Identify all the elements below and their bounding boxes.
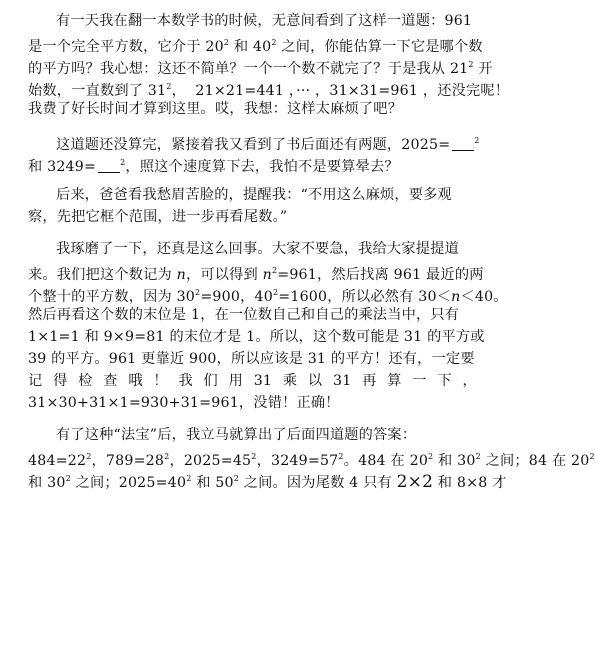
- text-line: 和 $30^2$ 之间；$2025=40^2$ 和 $50^2$ 之间。因为尾数 4 只有 2×2 和 8×8 才: [28, 472, 507, 492]
- paragraph-5: [28, 424, 595, 492]
- paragraph-3: [28, 184, 477, 228]
- text-line: 39 的平方。961 更靠近 900，所以应该是 31 的平方！还有，一定要: [28, 351, 475, 367]
- text-line: 始数，一直数到了 $31^2$， 21×21=441 ，··· ，31×31=961 ，还没完呢！: [28, 82, 510, 99]
- text-line: 我琢磨了一下，还真是这么回事。大家不要急，我给大家提提道: [56, 241, 459, 257]
- text-line: 有了这种“法宝”后，我立马就算出了后面四道题的答案：: [56, 427, 417, 443]
- text-line: 记 得 检 查 哦 ！ 我 们 用 31 乘 以 31 再 算 一 下 ，: [28, 373, 477, 389]
- text-line: 是一个完全平方数，它介于 $20^2$ 和 $40^2$ 之间，你能估算一下它是哪个数: [28, 38, 483, 55]
- text-line: 然后再看这个数的末位是 1，在一位数自己和自己的乘法当中，只有: [28, 307, 460, 323]
- paragraph-1: [28, 10, 510, 120]
- paragraph-4: [28, 238, 508, 414]
- text-line: 来。我们把这个数记为 n，可以得到 $n^2=961$，然后找离 961 最近的两: [28, 266, 484, 283]
- text-line: 察，先把它框个范围，进一步再看尾数。”: [28, 209, 288, 225]
- text-line: 1×1=1 和 9×9=81 的末位才是 1。所以，这个数可能是 31 的平方或: [28, 329, 485, 345]
- text-line: 我费了好长时间才算到这里。哎，我想：这样太麻烦了吧？: [28, 101, 403, 117]
- text-line: $484=22^2$，$789=28^2$，$2025=45^2$，$3249=57^2$。484 在 $20^2$ 和 $30^2$ 之间；84 在 $20^2$: [28, 452, 595, 469]
- text-line: 这道题还没算完，紧接着我又看到了书后面还有两题，2025= $^2$: [56, 136, 480, 153]
- text-line: 后来，爸爸看我愁眉苦脸的，提醒我：“不用这么麻烦，要多观: [56, 187, 452, 203]
- text-line: 个整十的平方数，因为 $30^2=900$，$40^2=1600$，所以必然有 30＜n＜40。: [28, 288, 508, 305]
- text-line: 31×30+31×1=930+31=961，没错！正确！: [28, 395, 340, 411]
- text-line: 和 3249= $^2$，照这个速度算下去，我怕不是要算晕去？: [28, 158, 399, 175]
- text-line: 的平方吗？我心想：这还不简单？一个一个数不就完了？于是我从 $21^2$ 开: [28, 60, 493, 77]
- paragraph-2: [28, 130, 480, 175]
- text-line: 有一天我在翻一本数学书的时候，无意间看到了这样一道题：961: [56, 13, 473, 29]
